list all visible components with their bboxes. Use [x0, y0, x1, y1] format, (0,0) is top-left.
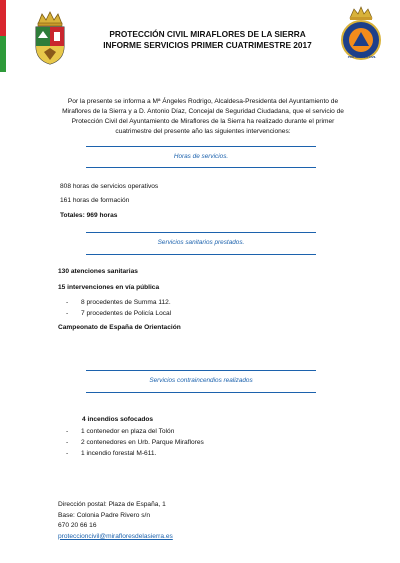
- section-title-contraincendios: Servicios contraincendios realizados: [149, 377, 253, 384]
- footer-email-link[interactable]: proteccioncivil@mirafloresdelasierra.es: [58, 532, 173, 540]
- orientation-championship: Campeonato de España de Orientación: [58, 324, 181, 331]
- title-line-1: PROTECCIÓN CIVIL MIRAFLORES DE LA SIERRA: [109, 29, 306, 39]
- list-item: - 1 incendio forestal M-611.: [66, 450, 157, 457]
- section-rule-bottom: [86, 167, 316, 168]
- section-rule-bottom: [86, 392, 316, 393]
- document-title: [80, 29, 335, 51]
- list-item: - 7 procedentes de Policía Local: [66, 310, 172, 317]
- intro-paragraph: Por la presente se informa a Mª Ángeles Rodrigo, Alcaldesa-Presidenta del Ayuntamiento de Miraflores de la Sierra y a D. Antonio Díaz, Concejal de Seguridad Ciudadana, que el servicio de Protección Civil del Ayuntamiento de Miraflores de la Sierra ha realizado durante el primer cuatrimestre del presente año las siguientes intervenciones:: [62, 98, 344, 135]
- section-title-sanitarios: Servicios sanitarios prestados.: [157, 239, 245, 246]
- proteccion-civil-emblem-icon: [340, 6, 382, 62]
- title-line-2: INFORME SERVICIOS PRIMER CUATRIMESTRE 2017: [103, 40, 312, 50]
- footer-base: Base: Colonia Padre Rivero s/n: [58, 511, 150, 519]
- fires-extinguished: 4 incendios sofocados: [82, 416, 154, 423]
- hours-total: Totales: 969 horas: [60, 212, 118, 219]
- list-item: - 2 contenedores en Urb. Parque Miraflores: [66, 439, 204, 446]
- stripe-green: [0, 36, 6, 72]
- list-item: - 1 contenedor en plaza del Tolón: [66, 428, 175, 435]
- list-dash: -: [66, 299, 69, 306]
- footer-contact: [58, 500, 173, 542]
- list-dash: -: [66, 428, 69, 435]
- list-dash: -: [66, 439, 69, 446]
- footer-address: Dirección postal: Plaza de España, 1: [58, 501, 166, 508]
- emblem-label: PROTECCION CIVIL: [347, 55, 377, 59]
- interventions-list: [66, 297, 171, 319]
- flag-stripe: [0, 0, 6, 72]
- fires-list: [66, 426, 204, 459]
- hours-training: 161 horas de formación: [60, 197, 130, 204]
- stripe-red: [0, 0, 6, 36]
- sanitary-attentions: 130 atenciones sanitarias: [58, 268, 138, 275]
- list-dash: -: [66, 310, 69, 317]
- section-rule-top: [86, 370, 316, 371]
- section-rule-top: [86, 232, 316, 233]
- section-rule-bottom: [86, 254, 316, 255]
- public-interventions: 15 intervenciones en vía pública: [58, 284, 160, 291]
- municipal-crest-icon: [30, 10, 70, 66]
- list-dash: -: [66, 450, 69, 457]
- footer-phone: 670 20 66 16: [58, 522, 97, 529]
- hours-operational: 808 horas de servicios operativos: [60, 183, 159, 190]
- section-title-horas: Horas de servicios.: [173, 153, 229, 160]
- list-item: - 8 procedentes de Summa 112.: [66, 299, 171, 306]
- section-rule-top: [86, 146, 316, 147]
